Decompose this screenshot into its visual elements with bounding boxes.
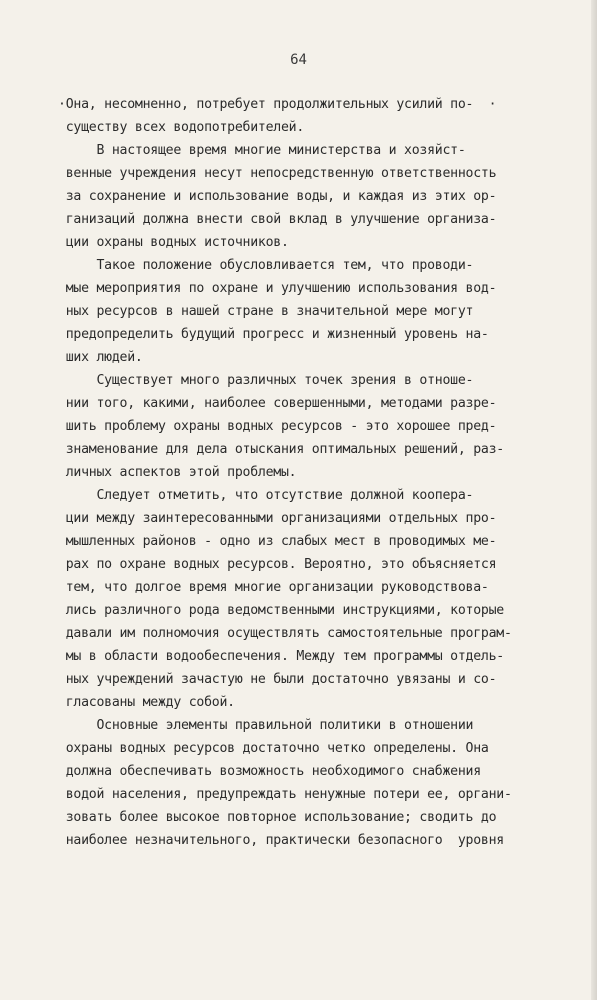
text-line: предопределить будущий прогресс и жизненный уровень на- — [58, 327, 489, 342]
text-line: охраны водных ресурсов достаточно четко определены. Она — [58, 741, 489, 756]
text-line: лись различного рода ведомственными инструкциями, которые — [58, 603, 504, 618]
text-line: ных ресурсов в нашей стране в значительной мере могут — [58, 304, 474, 319]
text-line: за сохранение и использование воды, и каждая из этих ор- — [58, 189, 497, 204]
text-line: гласованы между собой. — [58, 695, 235, 710]
text-line: знаменование для дела отыскания оптимальных решений, раз- — [58, 442, 504, 457]
text-line: Следует отметить, что отсутствие должной коопера- — [58, 488, 474, 503]
text-line: мые мероприятия по охране и улучшению использования вод- — [58, 281, 497, 296]
body-text — [58, 93, 558, 852]
text-line: нии того, какими, наиболее совершенными, методами разре- — [58, 396, 497, 411]
text-line: зовать более высокое повторное использование; сводить до — [58, 810, 497, 825]
text-line: Существует много различных точек зрения в отноше- — [58, 373, 474, 388]
text-line: венные учреждения несут непосредственную ответственность — [58, 166, 497, 181]
text-line: Такое положение обусловливается тем, что проводи- — [58, 258, 474, 273]
text-line: наиболее незначительного, практически безопасного уровня — [58, 833, 504, 848]
text-line: рах по охране водных ресурсов. Вероятно, это объясняется — [58, 557, 497, 572]
text-line: ции между заинтересованными организациями отдельных про- — [58, 511, 497, 526]
text-line: ·Она, несомненно, потребует продолжительных усилий по- · — [58, 97, 497, 112]
text-line: Основные элементы правильной политики в отношении — [58, 718, 474, 733]
text-line: ших людей. — [58, 350, 143, 365]
text-line: мышленных районов - одно из слабых мест в проводимых ме- — [58, 534, 497, 549]
text-line: В настоящее время многие министерства и хозяйст- — [58, 143, 466, 158]
text-line: существу всех водопотребителей. — [58, 120, 305, 135]
text-line: должна обеспечивать возможность необходимого снабжения — [58, 764, 481, 779]
text-line: ных учреждений зачастую не были достаточно увязаны и со- — [58, 672, 497, 687]
page-edge-shadow — [591, 0, 597, 1000]
text-line: водой населения, предупреждать ненужные потери ее, органи- — [58, 787, 512, 802]
page-number: 64 — [290, 52, 307, 68]
text-line: личных аспектов этой проблемы. — [58, 465, 297, 480]
text-line: ганизаций должна внести свой вклад в улучшение организа- — [58, 212, 497, 227]
text-line: давали им полномочия осуществлять самостоятельные програм- — [58, 626, 512, 641]
text-line: ции охраны водных источников. — [58, 235, 289, 250]
text-line: шить проблему охраны водных ресурсов - это хорошее пред- — [58, 419, 497, 434]
text-line: мы в области водообеспечения. Между тем программы отдель- — [58, 649, 504, 664]
text-line: тем, что долгое время многие организации руководствова- — [58, 580, 489, 595]
